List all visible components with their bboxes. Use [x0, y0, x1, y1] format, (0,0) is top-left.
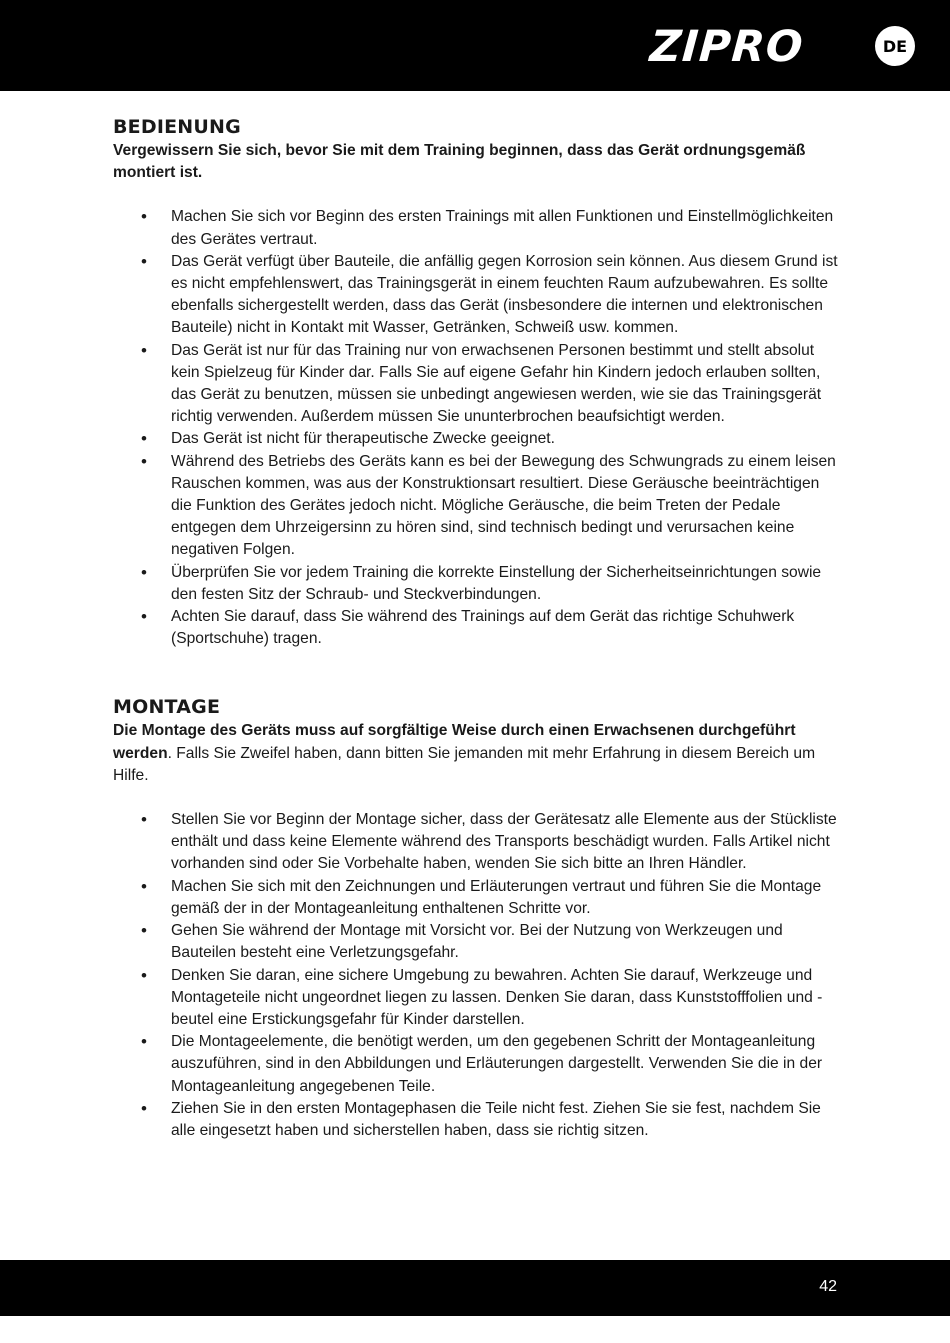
list-item: • Das Gerät ist nur für das Training nur von erwachsenen Personen bestimmt und stellt absolut kein Spielzeug für Kinder dar. Falls Sie auf eigene Gefahr hin Kindern jedoch erlauben sollten, das Gerät zu benutzen, müssen sie unbedingt angewiesen werden, wie sie das Trainingsgerät richtig verwenden. Außerdem müssen Sie ununterbrochen beaufsichtigt werden. [113, 340, 843, 429]
section-montage [113, 694, 843, 1142]
zipro-logo: ZIPRO [648, 22, 806, 72]
list-item: • Das Gerät verfügt über Bauteile, die anfällig gegen Korrosion sein können. Aus diesem Grund ist es nicht empfehlenswert, das Trainingsgerät in einem feuchten Raum aufzubewahren. Es sollte ebenfalls sichergestellt werden, dass das Gerät (insbesondere die internen und elektronischen Bauteile) nicht in Kontakt mit Wasser, Getränken, Schweiß usw. kommen. [113, 251, 843, 340]
list-item: • Machen Sie sich vor Beginn des ersten Trainings mit allen Funktionen und Einstellmöglichkeiten des Gerätes vertraut. [113, 206, 843, 250]
list-item: • Ziehen Sie in den ersten Montagephasen die Teile nicht fest. Ziehen Sie sie fest, nachdem Sie alle eingesetzt haben und sicherstellen haben, dass sie richtig sitzen. [113, 1098, 843, 1142]
section-intro [113, 720, 843, 787]
list-item: • Gehen Sie während der Montage mit Vorsicht vor. Bei der Nutzung von Werkzeugen und Bauteilen besteht eine Verletzungsgefahr. [113, 920, 843, 964]
list-item: • Denken Sie daran, eine sichere Umgebung zu bewahren. Achten Sie darauf, Werkzeuge und Montageteile nicht ungeordnet liegen zu lassen. Denken Sie daran, dass Kunststofffolien und -beutel eine Erstickungsgefahr für Kinder darstellen. [113, 965, 843, 1032]
list-item: • Die Montageelemente, die benötigt werden, um den gegebenen Schritt der Montageanleitung auszuführen, sind in den Abbildungen und Erläuterungen dargestellt. Verwenden Sie die in der Montageanleitung angegebenen Teile. [113, 1031, 843, 1098]
language-badge: DE [875, 26, 915, 66]
section-title: MONTAGE [113, 696, 221, 719]
section-intro-bold: Vergewissern Sie sich, bevor Sie mit dem Training beginnen, dass das Gerät ordnungsgemäß montiert ist. [113, 142, 806, 182]
page-header [0, 0, 950, 91]
list-item: • Achten Sie darauf, dass Sie während des Trainings auf dem Gerät das richtige Schuhwerk (Sportschuhe) tragen. [113, 606, 843, 650]
list-item: • Machen Sie sich mit den Zeichnungen und Erläuterungen vertraut und führen Sie die Montage gemäß der in der Montageanleitung enthaltenen Schritte vor. [113, 876, 843, 920]
page-footer [0, 1260, 950, 1316]
page-number: 42 [819, 1278, 837, 1295]
bullet-list [113, 206, 843, 650]
section-intro [113, 140, 843, 184]
section-intro-rest: . Falls Sie Zweifel haben, dann bitten Sie jemanden mit mehr Erfahrung in diesem Bereich um Hilfe. [113, 744, 816, 784]
section-bedienung [113, 114, 843, 650]
section-intro-bold: Die Montage des Geräts muss auf sorgfältige Weise durch einen Erwachsenen durchgeführt werden [113, 722, 796, 762]
page-content [113, 114, 843, 1142]
list-item: • Stellen Sie vor Beginn der Montage sicher, dass der Gerätesatz alle Elemente aus der Stückliste enthält und dass keine Elemente während des Transports beschädigt wurden. Falls Artikel nicht vorhanden sind oder Sie Vorbehalte haben, wenden Sie sich bitte an Ihren Händler. [113, 809, 843, 876]
bullet-list [113, 809, 843, 1142]
list-item: • Überprüfen Sie vor jedem Training die korrekte Einstellung der Sicherheitseinrichtungen sowie den festen Sitz der Schraub- und Steckverbindungen. [113, 562, 843, 606]
section-title: BEDIENUNG [113, 116, 241, 138]
list-item: • Das Gerät ist nicht für therapeutische Zwecke geeignet. [113, 428, 843, 450]
list-item: • Während des Betriebs des Geräts kann es bei der Bewegung des Schwungrads zu einem leisen Rauschen kommen, was aus der Konstruktionsart resultiert. Diese Geräusche beeinträchtigen die Funktion des Gerätes jedoch nicht. Mögliche Geräusche, die beim Treten der Pedale entgegen dem Uhrzeigersinn zu hören sind, sind technisch bedingt und verursachen keine negativen Folgen. [113, 451, 843, 562]
